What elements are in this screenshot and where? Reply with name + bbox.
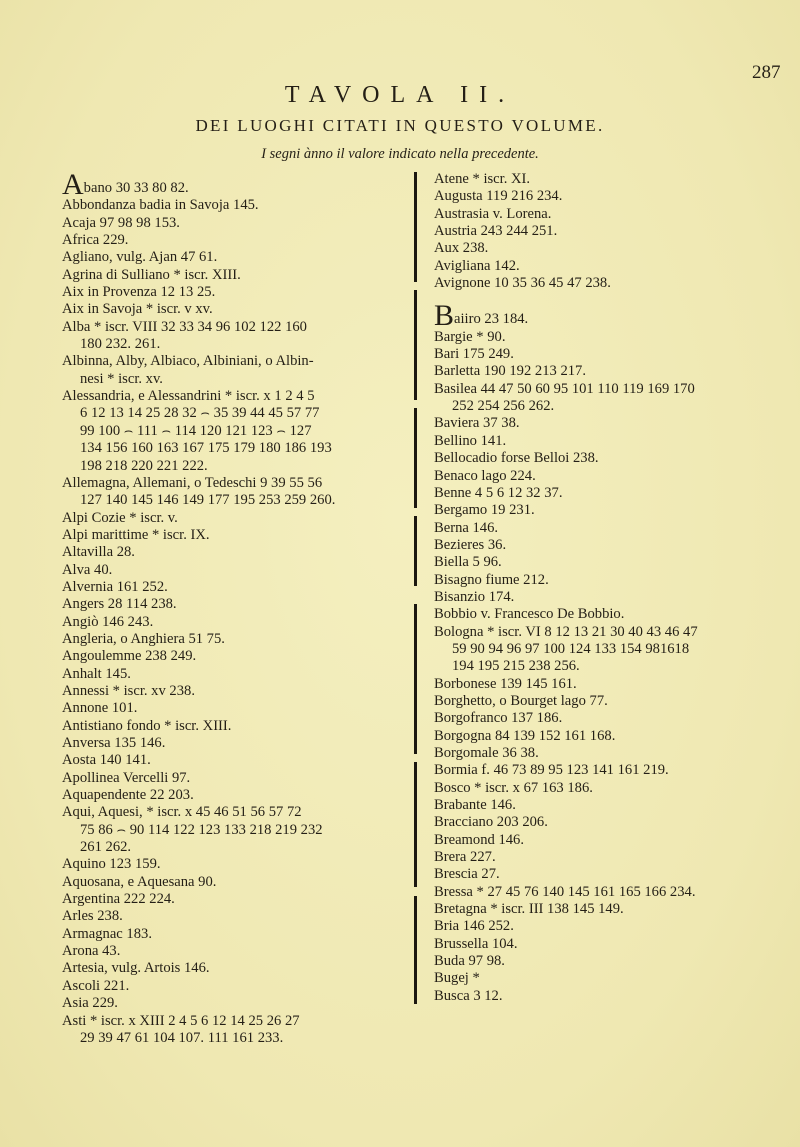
- index-entry: [62, 267, 407, 284]
- entry-text: Basilea 44 47 50 60 95 101 110 119 169 170: [434, 380, 695, 397]
- entry-line: [434, 953, 794, 970]
- entry-continuation-line: [62, 1030, 407, 1047]
- entry-line: [62, 891, 407, 908]
- entry-line: [434, 780, 794, 797]
- entry-line: [62, 353, 407, 370]
- entry-text: Bretagna * iscr. III 138 145 149.: [434, 901, 624, 918]
- entry-line: [62, 787, 407, 804]
- entry-line: [434, 537, 794, 554]
- entry-line: [62, 284, 407, 301]
- entry-line: [62, 770, 407, 787]
- index-entry: [62, 700, 407, 717]
- entry-line: [434, 206, 794, 223]
- entry-line: [62, 510, 407, 527]
- index-entry: [62, 770, 407, 787]
- entry-line: [434, 346, 794, 363]
- entry-text: Buda 97 98.: [434, 953, 505, 970]
- entry-line: [434, 258, 794, 275]
- entry-continuation-line: [62, 839, 407, 856]
- entry-line: [62, 926, 407, 943]
- entry-text: Aquosana, e Aquesana 90.: [62, 873, 217, 890]
- index-entry: [62, 874, 407, 891]
- entry-text: Busca 3 12.: [434, 987, 503, 1004]
- entry-text: Benaco lago 224.: [434, 467, 536, 484]
- entry-line: [434, 849, 794, 866]
- index-entry: [434, 710, 794, 727]
- entry-text: Brabante 146.: [434, 797, 516, 814]
- index-entry: [434, 572, 794, 589]
- entry-line: [62, 804, 407, 821]
- entry-text: Agliano, vulg. Ajan 47 61.: [62, 249, 218, 266]
- entry-line: [434, 728, 794, 745]
- entry-text: Annone 101.: [62, 700, 138, 717]
- index-entry: [434, 415, 794, 432]
- entry-text: Bressa * 27 45 76 140 145 161 165 166 234.: [434, 883, 696, 900]
- entry-text: Asti * iscr. x XIII 2 4 5 6 12 14 25 26 27: [62, 1012, 300, 1029]
- entry-text: Baviera 37 38.: [434, 415, 520, 432]
- index-entry: [434, 537, 794, 554]
- entry-line: [62, 215, 407, 232]
- drop-cap-initial: A: [62, 168, 84, 201]
- index-entry: [434, 745, 794, 762]
- entry-line: [62, 475, 407, 492]
- entry-text: Alpi marittime * iscr. IX.: [62, 526, 210, 543]
- index-entry: [62, 787, 407, 804]
- entry-text: Ascoli 221.: [62, 977, 130, 994]
- index-entry: [62, 666, 407, 683]
- index-column-right: [434, 171, 794, 1005]
- entry-text: Bergamo 19 231.: [434, 502, 535, 519]
- entry-line: [62, 249, 407, 266]
- entry-text: 6 12 13 14 25 28 32 ⌢ 35 39 44 45 57 77: [80, 405, 320, 422]
- page-subtitle: DEI LUOGHI CITATI IN QUESTO VOLUME.: [195, 116, 605, 135]
- entry-line: [434, 223, 794, 240]
- index-entry: [62, 596, 407, 613]
- column-rule: [414, 290, 417, 400]
- column-rule: [414, 604, 417, 754]
- entry-line: [434, 329, 794, 346]
- index-entry: [62, 544, 407, 561]
- entry-text: Bugej *: [434, 970, 480, 987]
- index-entry: [62, 388, 407, 475]
- entry-line: [62, 718, 407, 735]
- entry-text: Borgofranco 137 186.: [434, 710, 563, 727]
- entry-text: Brescia 27.: [434, 866, 500, 883]
- entry-line: [62, 960, 407, 977]
- entry-line: [62, 943, 407, 960]
- entry-text: Agrina di Sulliano * iscr. XIII.: [62, 266, 241, 283]
- index-entry: [62, 562, 407, 579]
- entry-text: Bari 175 249.: [434, 346, 514, 363]
- entry-line: [434, 589, 794, 606]
- entry-text: 127 140 145 146 149 177 195 253 259 260.: [80, 492, 336, 509]
- entry-text: Alvernia 161 252.: [62, 578, 168, 595]
- drop-cap-initial: B: [434, 299, 455, 333]
- entry-line: [434, 918, 794, 935]
- entry-line: [62, 319, 407, 336]
- entry-line: [62, 168, 407, 201]
- entry-text: Aix in Savoja * iscr. v xv.: [62, 301, 213, 318]
- index-entry: [62, 631, 407, 648]
- entry-text: Artesia, vulg. Artois 146.: [62, 960, 210, 977]
- index-entry: [434, 188, 794, 205]
- entry-text: Bobbio v. Francesco De Bobbio.: [434, 606, 625, 623]
- entry-line: [434, 693, 794, 710]
- entry-line: [434, 415, 794, 432]
- entry-text: Bormia f. 46 73 89 95 123 141 161 219.: [434, 762, 669, 779]
- index-entry: [62, 579, 407, 596]
- index-entry: [62, 752, 407, 769]
- entry-text: Anversa 135 146.: [62, 735, 166, 751]
- entry-line: [434, 171, 794, 188]
- entry-line: [62, 648, 407, 665]
- entry-line: [434, 468, 794, 485]
- entry-continuation-line: [62, 423, 407, 440]
- index-entry: [62, 215, 407, 232]
- entry-line: [62, 267, 407, 284]
- column-rule: [414, 762, 417, 887]
- index-entry: [434, 676, 794, 693]
- entry-line: [434, 988, 794, 1005]
- entry-line: [62, 1013, 407, 1030]
- index-entry: [62, 891, 407, 908]
- index-column-left: [62, 168, 407, 1047]
- index-entry: [62, 168, 407, 201]
- entry-text: Bellino 141.: [434, 432, 507, 449]
- index-entry: [62, 856, 407, 873]
- entry-text: aiiro 23 184.: [454, 311, 529, 328]
- entry-text: Aosta 140 141.: [62, 752, 151, 769]
- entry-text: Angers 28 114 238.: [62, 596, 177, 613]
- entry-line: [434, 485, 794, 502]
- index-entry: [434, 606, 794, 623]
- entry-line: [434, 814, 794, 831]
- entry-text: Aux 238.: [434, 240, 489, 257]
- index-entry: [62, 614, 407, 631]
- index-entry: [434, 797, 794, 814]
- entry-line: [434, 710, 794, 727]
- entry-line: [434, 450, 794, 467]
- entry-line: [434, 299, 794, 333]
- index-entry: [434, 901, 794, 918]
- entry-continuation-line: [62, 822, 407, 839]
- entry-line: [62, 388, 407, 405]
- entry-text: Avignone 10 35 36 45 47 238.: [434, 275, 611, 292]
- entry-continuation-line: [62, 458, 407, 475]
- entry-text: Apollinea Vercelli 97.: [62, 769, 191, 786]
- entry-text: 75 86 ⌢ 90 114 122 123 133 218 219 232: [80, 821, 323, 838]
- legend-note: I segni ànno il valore indicato nella precedente.: [261, 146, 539, 162]
- entry-continuation-line: [62, 371, 407, 388]
- index-entry: [62, 319, 407, 354]
- entry-text: Albinna, Alby, Albiaco, Albiniani, o Albin-: [62, 353, 314, 370]
- page-title: TAVOLA II.: [284, 82, 516, 108]
- index-entry: [62, 960, 407, 977]
- entry-text: Altavilla 28.: [62, 544, 135, 561]
- entry-text: Atene * iscr. XI.: [434, 171, 531, 187]
- index-entry: [434, 970, 794, 987]
- entry-text: Angleria, o Anghiera 51 75.: [62, 630, 225, 647]
- entry-line: [62, 301, 407, 318]
- entry-continuation-line: [62, 405, 407, 422]
- entry-text: Barletta 190 192 213 217.: [434, 363, 586, 380]
- entry-text: Arona 43.: [62, 943, 121, 960]
- page-number: 287: [752, 62, 781, 83]
- entry-line: [434, 762, 794, 779]
- index-entry: [434, 299, 794, 333]
- entry-text: 252 254 256 262.: [452, 398, 555, 415]
- entry-text: Borghetto, o Bourget lago 77.: [434, 692, 608, 709]
- entry-line: [434, 381, 794, 398]
- entry-text: Annessi * iscr. xv 238.: [62, 682, 195, 699]
- entry-line: [434, 901, 794, 918]
- index-entry: [62, 232, 407, 249]
- entry-text: Brera 227.: [434, 849, 496, 866]
- index-entry: [62, 943, 407, 960]
- index-entry: [434, 450, 794, 467]
- entry-text: 134 156 160 163 167 175 179 180 186 193: [80, 440, 332, 457]
- index-entry: [434, 363, 794, 380]
- index-entry: [62, 683, 407, 700]
- entry-line: [62, 562, 407, 579]
- entry-text: 198 218 220 221 222.: [80, 457, 208, 474]
- entry-text: Bezieres 36.: [434, 536, 507, 553]
- entry-line: [434, 520, 794, 537]
- entry-text: 29 39 47 61 104 107. 111 161 233.: [80, 1029, 284, 1046]
- entry-line: [62, 596, 407, 613]
- entry-text: Bracciano 203 206.: [434, 814, 548, 831]
- entry-text: Bosco * iscr. x 67 163 186.: [434, 779, 593, 796]
- entry-text: Breamond 146.: [434, 831, 524, 848]
- entry-line: [434, 240, 794, 257]
- index-entry: [434, 329, 794, 346]
- index-entry: [62, 718, 407, 735]
- entry-line: [434, 606, 794, 623]
- index-entry: [62, 475, 407, 510]
- entry-text: Aqui, Aquesi, * iscr. x 45 46 51 56 57 72: [62, 804, 302, 821]
- entry-text: Borbonese 139 145 161.: [434, 675, 577, 692]
- entry-line: [434, 936, 794, 953]
- entry-text: Brussella 104.: [434, 935, 518, 952]
- index-entry: [434, 275, 794, 292]
- entry-line: [434, 832, 794, 849]
- entry-text: Angiò 146 243.: [62, 613, 154, 630]
- entry-text: Augusta 119 216 234.: [434, 188, 563, 205]
- entry-line: [434, 866, 794, 883]
- entry-line: [434, 433, 794, 450]
- index-entry: [62, 1013, 407, 1048]
- index-entry: [434, 953, 794, 970]
- entry-line: [434, 676, 794, 693]
- index-entry: [62, 648, 407, 665]
- entry-text: Anhalt 145.: [62, 665, 131, 682]
- index-entry: [434, 866, 794, 883]
- entry-text: Allemagna, Allemani, o Tedeschi 9 39 55 56: [62, 474, 323, 491]
- index-entry: [434, 502, 794, 519]
- entry-text: Austria 243 244 251.: [434, 223, 558, 240]
- entry-text: Bisanzio 174.: [434, 588, 515, 605]
- entry-line: [434, 572, 794, 589]
- entry-line: [62, 631, 407, 648]
- entry-line: [434, 275, 794, 292]
- entry-continuation-line: [434, 658, 794, 675]
- entry-text: Arles 238.: [62, 908, 123, 925]
- entry-text: Avigliana 142.: [434, 257, 520, 274]
- index-entry: [434, 223, 794, 240]
- entry-text: Argentina 222 224.: [62, 891, 175, 908]
- index-entry: [62, 804, 407, 856]
- entry-text: Antistiano fondo * iscr. XIII.: [62, 717, 232, 734]
- entry-line: [62, 700, 407, 717]
- index-entry: [434, 554, 794, 571]
- entry-text: Alpi Cozie * iscr. v.: [62, 509, 178, 526]
- entry-text: Africa 229.: [62, 232, 129, 249]
- entry-text: Alessandria, e Alessandrini * iscr. x 1 2 4 5: [62, 388, 315, 405]
- entry-text: Berna 146.: [434, 519, 499, 536]
- index-entry: [434, 520, 794, 537]
- entry-text: Austrasia v. Lorena.: [434, 205, 552, 222]
- entry-text: Aix in Provenza 12 13 25.: [62, 284, 216, 301]
- entry-text: Alva 40.: [62, 561, 113, 578]
- index-entry: [62, 353, 407, 388]
- entry-line: [62, 752, 407, 769]
- index-entry: [62, 197, 407, 214]
- entry-line: [62, 232, 407, 249]
- index-entry: [434, 346, 794, 363]
- entry-text: Angoulemme 238 249.: [62, 648, 197, 665]
- entry-text: Borgomale 36 38.: [434, 745, 539, 761]
- entry-continuation-line: [62, 336, 407, 353]
- index-entry: [62, 995, 407, 1012]
- index-entry: [62, 978, 407, 995]
- entry-text: Aquapendente 22 203.: [62, 787, 194, 804]
- index-entry: [434, 988, 794, 1005]
- entry-text: Alba * iscr. VIII 32 33 34 96 102 122 160: [62, 318, 307, 335]
- column-rule: [414, 408, 417, 508]
- column-rule: [414, 896, 417, 1004]
- entry-text: Borgogna 84 139 152 161 168.: [434, 727, 616, 744]
- index-entry: [62, 249, 407, 266]
- index-entry: [434, 381, 794, 416]
- index-entry: [62, 735, 407, 752]
- entry-text: Bologna * iscr. VI 8 12 13 21 30 40 43 46 47: [434, 623, 698, 640]
- entry-line: [62, 874, 407, 891]
- entry-continuation-line: [434, 398, 794, 415]
- entry-line: [62, 683, 407, 700]
- index-entry: [434, 485, 794, 502]
- index-entry: [62, 510, 407, 527]
- index-entry: [434, 258, 794, 275]
- entry-line: [434, 970, 794, 987]
- entry-line: [62, 197, 407, 214]
- entry-text: 99 100 ⌢ 111 ⌢ 114 120 121 123 ⌢ 127: [80, 422, 312, 439]
- entry-line: [434, 188, 794, 205]
- entry-continuation-line: [434, 641, 794, 658]
- index-entry: [434, 624, 794, 676]
- entry-line: [62, 544, 407, 561]
- entry-line: [434, 884, 794, 901]
- index-entry: [434, 780, 794, 797]
- index-entry: [434, 693, 794, 710]
- entry-line: [62, 614, 407, 631]
- entry-text: Bargie * 90.: [434, 328, 506, 345]
- entry-continuation-line: [62, 492, 407, 509]
- index-entry: [434, 918, 794, 935]
- index-entry: [434, 884, 794, 901]
- entry-text: bano 30 33 80 82.: [83, 180, 189, 196]
- entry-line: [62, 908, 407, 925]
- entry-text: Bisagno fiume 212.: [434, 571, 549, 588]
- entry-line: [62, 579, 407, 596]
- index-entry: [434, 433, 794, 450]
- entry-text: 180 232. 261.: [80, 336, 161, 353]
- column-rule: [414, 516, 417, 586]
- index-entry: [434, 240, 794, 257]
- column-rule: [414, 172, 417, 282]
- entry-text: Benne 4 5 6 12 32 37.: [434, 484, 563, 501]
- index-entry: [434, 849, 794, 866]
- entry-line: [434, 797, 794, 814]
- index-entry: [434, 171, 794, 188]
- entry-line: [62, 735, 407, 752]
- index-entry: [434, 589, 794, 606]
- entry-text: Biella 5 96.: [434, 554, 502, 571]
- entry-line: [434, 624, 794, 641]
- index-entry: [434, 814, 794, 831]
- index-entry: [62, 908, 407, 925]
- entry-text: Asia 229.: [62, 995, 118, 1012]
- index-entry: [62, 284, 407, 301]
- index-entry: [434, 936, 794, 953]
- index-entry: [434, 728, 794, 745]
- entry-line: [62, 666, 407, 683]
- index-entry: [62, 926, 407, 943]
- entry-line: [62, 995, 407, 1012]
- entry-text: 194 195 215 238 256.: [452, 658, 580, 675]
- index-entry: [434, 468, 794, 485]
- entry-line: [62, 856, 407, 873]
- entry-line: [434, 554, 794, 571]
- entry-line: [434, 363, 794, 380]
- entry-text: Bellocadio forse Belloi 238.: [434, 450, 599, 467]
- entry-text: Armagnac 183.: [62, 925, 152, 942]
- entry-line: [62, 978, 407, 995]
- index-entry: [434, 206, 794, 223]
- entry-text: Abbondanza badia in Savoja 145.: [62, 197, 259, 214]
- entry-text: nesi * iscr. xv.: [80, 370, 163, 387]
- entry-text: Acaja 97 98 98 153.: [62, 214, 180, 231]
- index-entry: [62, 527, 407, 544]
- entry-text: Aquino 123 159.: [62, 856, 161, 873]
- index-entry: [434, 762, 794, 779]
- entry-text: Bria 146 252.: [434, 918, 514, 935]
- entry-text: 261 262.: [80, 839, 132, 856]
- entry-text: 59 90 94 96 97 100 124 133 154 981618: [452, 640, 690, 657]
- entry-line: [434, 502, 794, 519]
- entry-line: [62, 527, 407, 544]
- index-entry: [62, 301, 407, 318]
- entry-line: [434, 745, 794, 762]
- index-entry: [434, 832, 794, 849]
- entry-continuation-line: [62, 440, 407, 457]
